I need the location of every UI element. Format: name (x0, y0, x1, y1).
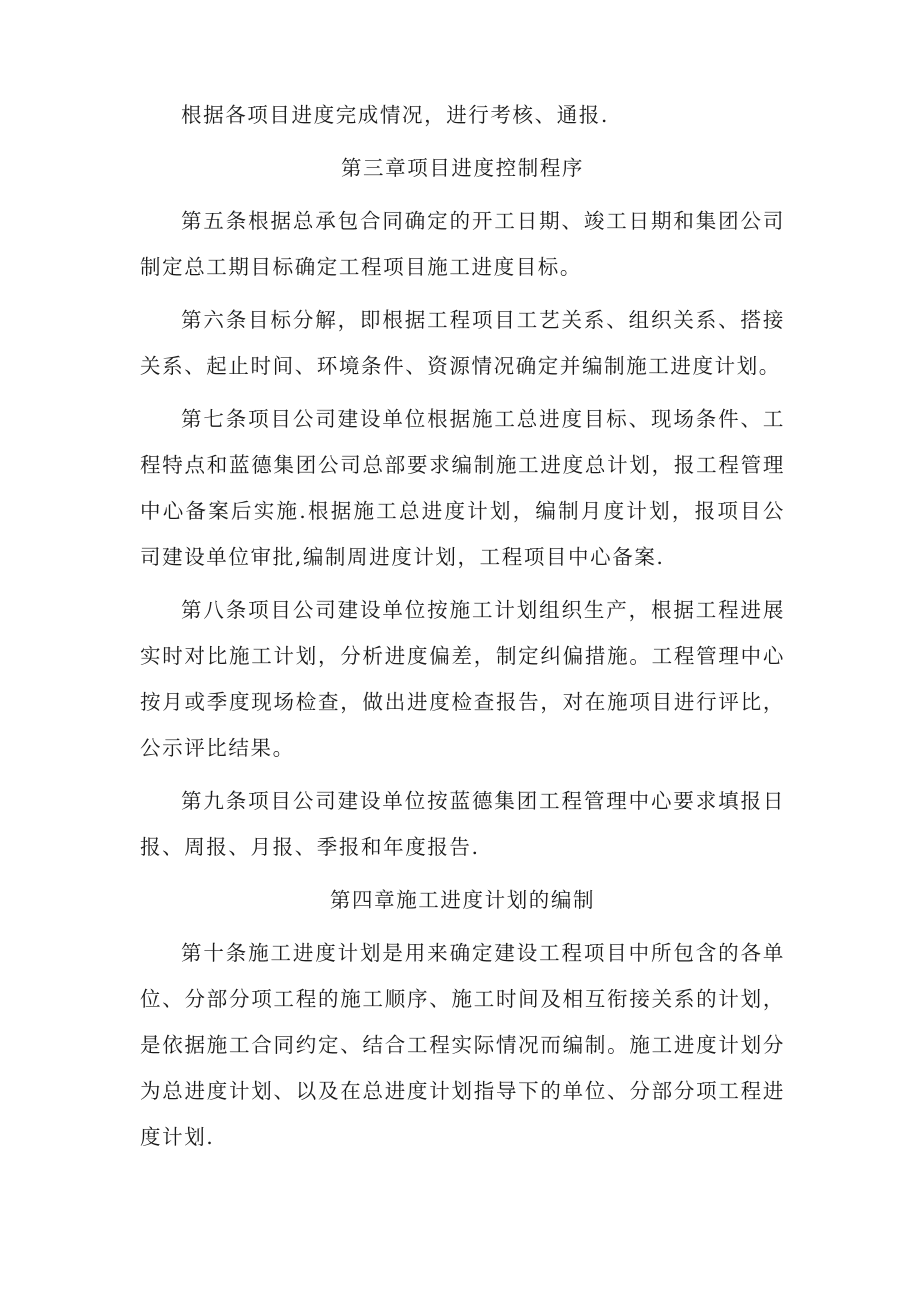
chapter-heading-4: 第四章施工进度计划的编制 (329, 888, 596, 912)
article-10: 第十条施工进度计划是用来确定建设工程项目中所包含的各单位、分部分项工程的施工顺序、施工时间及相互衔接关系的计划，是依据施工合同约定、结合工程实际情况而编制。施工进度计划分为总进度计划、以及在总进度计划指导下的单位、分部分项工程进度计划. (140, 941, 785, 1149)
article-8: 第八条项目公司建设单位按施工计划组织生产，根据工程进展实时对比施工计划，分析进度偏差，制定纠偏措施。工程管理中心按月或季度现场检查，做出进度检查报告，对在施项目进行评比，公示评比结果。 (140, 598, 785, 760)
article-9: 第九条项目公司建设单位按蓝德集团工程管理中心要求填报日报、周报、月报、季报和年度报告. (140, 789, 785, 859)
chapter-heading-3: 第三章项目进度控制程序 (340, 156, 585, 180)
article-5: 第五条根据总承包合同确定的开工日期、竣工日期和集团公司制定总工期目标确定工程项目施工进度目标。 (140, 209, 785, 279)
article-7: 第七条项目公司建设单位根据施工总进度目标、现场条件、工程特点和蓝德集团公司总部要求编制施工进度总计划，报工程管理中心备案后实施.根据施工总进度计划，编制月度计划，报项目公司建设单位审批,编制周进度计划，工程项目中心备案. (140, 407, 785, 569)
paragraph-assessment: 根据各项目进度完成情况，进行考核、通报. (181, 103, 610, 127)
document-page (140, 92, 785, 1160)
article-6: 第六条目标分解，即根据工程项目工艺关系、组织关系、搭接关系、起止时间、环境条件、资源情况确定并编制施工进度计划。 (140, 308, 785, 378)
